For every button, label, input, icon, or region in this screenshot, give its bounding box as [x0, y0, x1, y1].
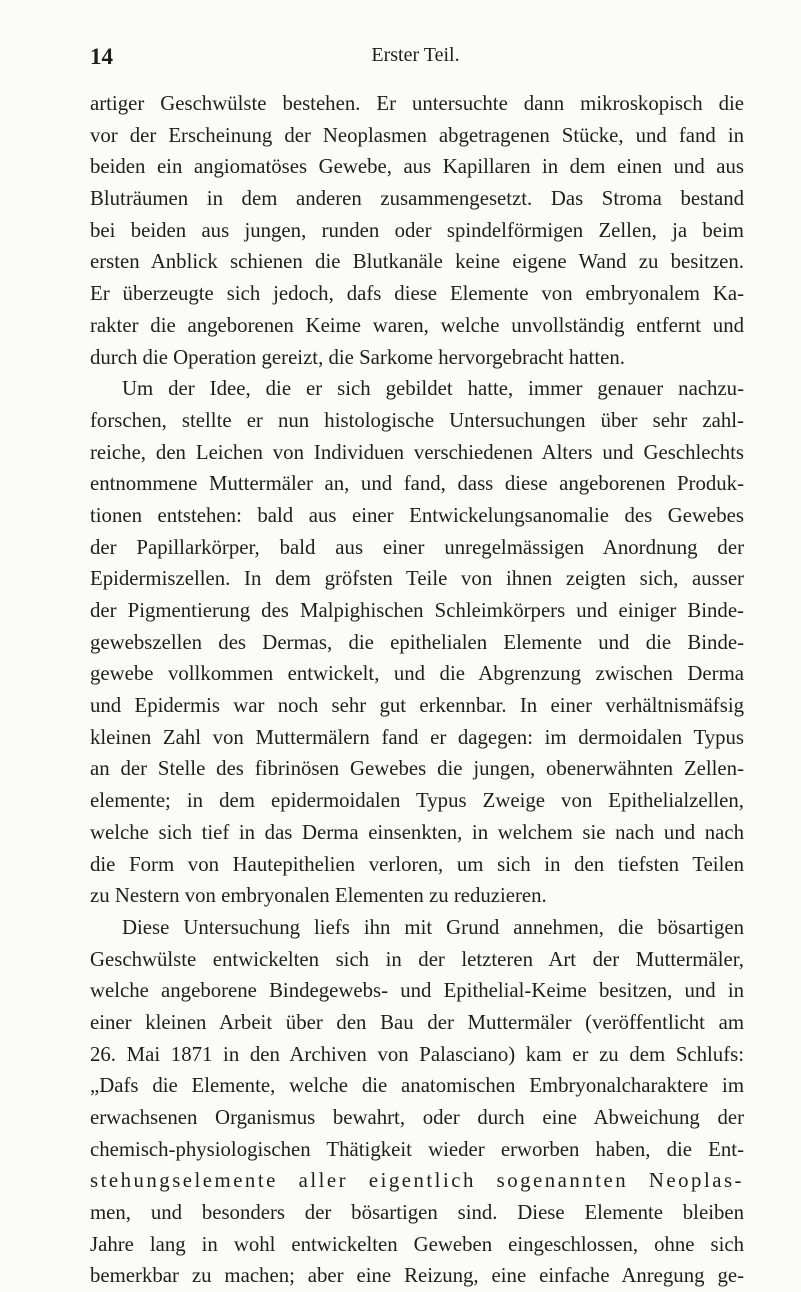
text-line: gewebszellen des Dermas, die epithelialen Elemente und die Binde- — [90, 630, 744, 654]
text-line: erwachsenen Organismus bewahrt, oder durch eine Abweichung der — [90, 1106, 744, 1129]
text-line: kleinen Zahl von Muttermälern fand er dagegen: im dermoidalen Typus — [90, 725, 744, 749]
text-line: Epidermiszellen. In dem gröfsten Teile von ihnen zeigten sich, ausser — [90, 567, 744, 591]
text-line: men, und besonders der bösartigen sind. Diese Elemente bleiben — [90, 1201, 744, 1225]
text-line: reiche, den Leichen von Individuen verschiedenen Alters und Geschlechts — [90, 440, 744, 464]
text-line: ersten Anblick schienen die Blutkanäle keine eigene Wand zu besitzen. — [90, 250, 744, 274]
text-line: artiger Geschwülste bestehen. Er untersuchte dann mikroskopisch die — [90, 92, 744, 115]
text-line: die Form von Hautepithelien verloren, um sich in den tiefsten Teilen — [90, 852, 744, 876]
text-line: vor der Erscheinung der Neoplasmen abgetragenen Stücke, und fand in — [90, 123, 744, 147]
text-line: Um der Idee, die er sich gebildet hatte, immer genauer nachzu- — [122, 377, 744, 401]
page-number: 14 — [90, 44, 113, 69]
text-line: welche angeborene Bindegewebs- und Epithelial-Keime besitzen, und in — [90, 979, 744, 1003]
text-line: entnommene Muttermäler an, und fand, dass diese angeborenen Produk- — [90, 472, 744, 496]
text-line: Bluträumen in dem anderen zusammengesetzt. Das Stroma bestand — [90, 187, 744, 211]
text-line: gewebe vollkommen entwickelt, und die Abgrenzung zwischen Derma — [90, 662, 744, 686]
text-line: zu Nestern von embryonalen Elementen zu reduzieren. — [90, 884, 547, 908]
text-line: elemente; in dem epidermoidalen Typus Zweige von Epithelialzellen, — [90, 789, 744, 813]
text-line: welche sich tief in das Derma einsenkten, in welchem sie nach und nach — [90, 820, 744, 844]
text-line: Jahre lang in wohl entwickelten Geweben eingeschlossen, ohne sich — [90, 1232, 744, 1256]
text-line: bei beiden aus jungen, runden oder spindelförmigen Zellen, ja beim — [90, 218, 744, 242]
text-line: Er überzeugte sich jedoch, dafs diese Elemente von embryonalem Ka- — [90, 282, 744, 306]
text-line: Diese Untersuchung liefs ihn mit Grund annehmen, die bösartigen — [122, 915, 744, 939]
text-line: einer kleinen Arbeit über den Bau der Muttermäler (veröffentlicht am — [90, 1010, 744, 1034]
text-line: der Pigmentierung des Malpighischen Schleimkörpers und einiger Binde- — [90, 599, 744, 622]
text-line: rakter die angeborenen Keime waren, welche unvollständig entfernt und — [90, 313, 744, 337]
text-line: durch die Operation gereizt, die Sarkome hervorgebracht hatten. — [90, 345, 625, 369]
page-header — [90, 44, 741, 74]
text-line: an der Stelle des fibrinösen Gewebes die jungen, obenerwähnten Zellen- — [90, 757, 744, 781]
body-text — [90, 88, 744, 1292]
text-line: Geschwülste entwickelten sich in der letzteren Art der Muttermäler, — [90, 947, 744, 971]
text-line: bemerkbar zu machen; aber eine Reizung, eine einfache Anregung ge- — [90, 1264, 744, 1288]
text-line: beiden ein angiomatöses Gewebe, aus Kapillaren in dem einen und aus — [90, 155, 744, 179]
text-line: und Epidermis war noch sehr gut erkennbar. In einer verhältnismäfsig — [90, 694, 744, 718]
text-line: der Papillarkörper, bald aus einer unregelmässigen Anordnung der — [90, 535, 744, 559]
text-line: tionen entstehen: bald aus einer Entwickelungsanomalie des Gewebes — [90, 503, 744, 527]
text-line: stehungselemente aller eigentlich sogenannten Neoplas- — [90, 1169, 744, 1193]
text-line: chemisch-physiologischen Thätigkeit wieder erworben haben, die Ent- — [90, 1137, 744, 1161]
text-line: 26. Mai 1871 in den Archiven von Palasciano) kam er zu dem Schlufs: — [90, 1042, 744, 1066]
text-line: forschen, stellte er nun histologische Untersuchungen über sehr zahl- — [90, 408, 744, 432]
text-line: „Dafs die Elemente, welche die anatomischen Embryonalcharaktere im — [90, 1074, 744, 1098]
running-title: Erster Teil. — [371, 44, 460, 66]
